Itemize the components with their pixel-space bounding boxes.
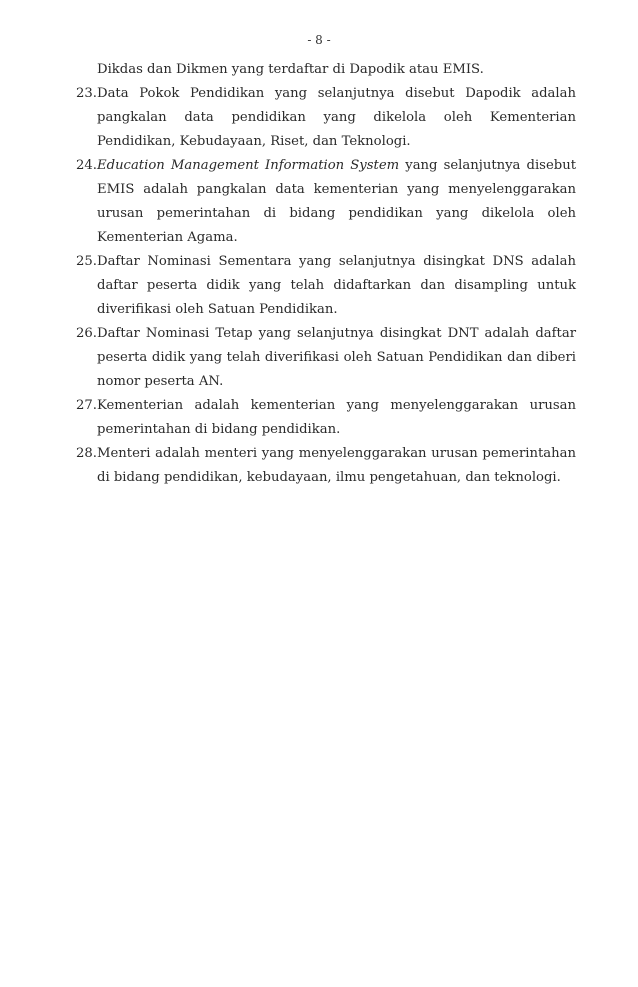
item-text: Kementerian adalah kementerian yang menyelenggarakan urusan pemerintahan di bidang pendidikan. bbox=[97, 398, 576, 437]
item-number: 27. bbox=[76, 398, 97, 413]
definition-list bbox=[76, 58, 576, 490]
continued-text: Dikdas dan Dikmen yang terdaftar di Dapodik atau EMIS. bbox=[97, 62, 484, 77]
item-number: 24. bbox=[76, 158, 97, 173]
italic-term: Education Management Information System bbox=[97, 158, 400, 173]
item-number: 25. bbox=[76, 254, 97, 269]
item-number: 28. bbox=[76, 446, 97, 461]
definition-item-28 bbox=[76, 442, 576, 490]
definition-item-23 bbox=[76, 82, 576, 154]
item-text: Daftar Nominasi Tetap yang selanjutnya disingkat DNT adalah daftar peserta didik yang telah diverifikasi oleh Satuan Pendidikan dan diberi nomor peserta AN. bbox=[97, 326, 576, 389]
item-text: Daftar Nominasi Sementara yang selanjutnya disingkat DNS adalah daftar peserta didik yang telah didaftarkan dan disampling untuk diverifikasi oleh Satuan Pendidikan. bbox=[97, 254, 576, 317]
item-number: 23. bbox=[76, 86, 97, 101]
definition-item-25 bbox=[76, 250, 576, 322]
definition-item-24 bbox=[76, 154, 576, 250]
item-text bbox=[97, 154, 576, 250]
item-number: 26. bbox=[76, 326, 97, 341]
item-text: Data Pokok Pendidikan yang selanjutnya disebut Dapodik adalah pangkalan data pendidikan yang dikelola oleh Kementerian Pendidikan, Kebudayaan, Riset, dan Teknologi. bbox=[97, 86, 576, 149]
definition-item-27 bbox=[76, 394, 576, 442]
item-text: Menteri adalah menteri yang menyelenggarakan urusan pemerintahan di bidang pendidikan, kebudayaan, ilmu pengetahuan, dan teknologi. bbox=[97, 446, 576, 485]
page-number: - 8 - bbox=[307, 33, 331, 47]
definition-item-26 bbox=[76, 322, 576, 394]
item-text-rest: yang selanjutnya disebut EMIS adalah pangkalan data kementerian yang menyelenggarakan urusan pemerintahan di bidang pendidikan yang dikelola oleh Kementerian Agama. bbox=[97, 158, 576, 245]
